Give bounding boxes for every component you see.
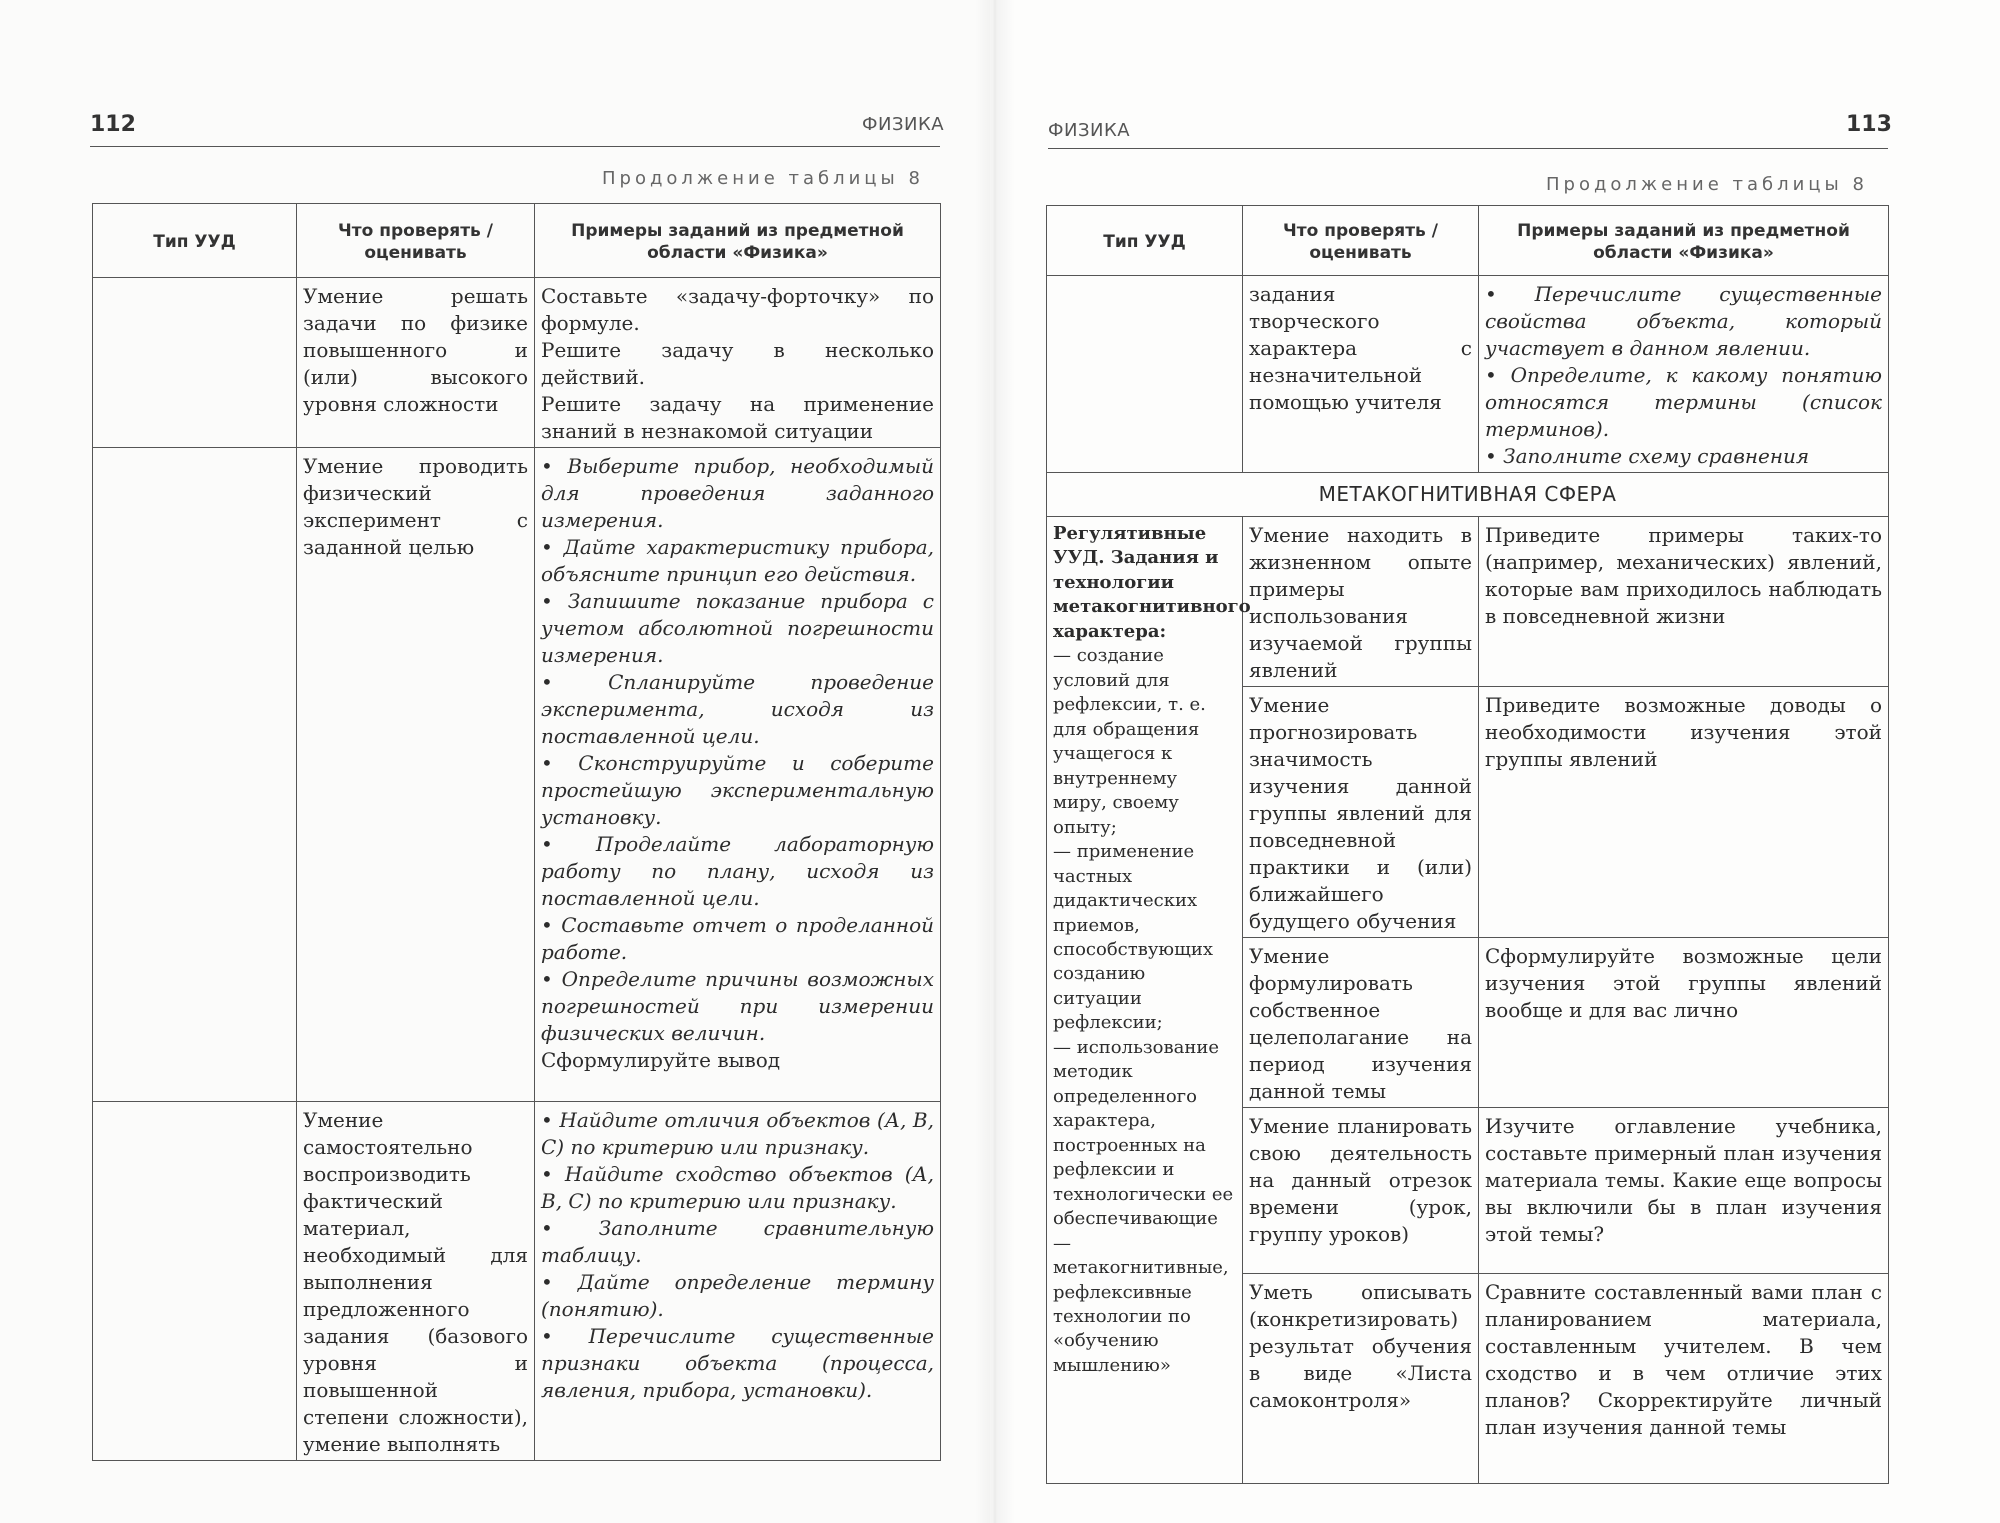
left-table-row (93, 278, 941, 448)
left-page-number: 112 (90, 112, 136, 137)
right-row4-check: Умение планировать свою деятельность на данный отрезок времени (урок, группу уроков) (1243, 1108, 1479, 1274)
right-running-title: ФИЗИКА (1048, 120, 1131, 141)
example-line: • Дайте характеристику прибора, объясните принцип его действия. (541, 535, 934, 586)
left-row2-check: Умение проводить физический эксперимент с заданной целью (297, 448, 535, 1102)
right-row2-example: Приведите возможные доводы о необходимости изучения этой группы явлений (1479, 687, 1889, 938)
example-line: • Заполните сравнительную таблицу. (541, 1216, 934, 1267)
left-row1-type (93, 278, 297, 448)
example-line: • Заполните схему сравнения (1485, 444, 1810, 468)
right-table-header-row (1047, 206, 1889, 276)
right-row1-example: Приведите примеры таких-то (например, механических) явлений, которые вам приходилось наблюдать в повседневной жизни (1479, 517, 1889, 687)
left-row2-examples (535, 448, 941, 1102)
left-row1-check: Умение решать задачи по физике повышенного и (или) высокого уровня сложности (297, 278, 535, 448)
right-header-examples: Примеры заданий из предметной области «Физика» (1479, 206, 1889, 276)
left-row2-type (93, 448, 297, 1102)
example-line: Решите задачу на применение знаний в незнакомой ситуации (541, 392, 934, 443)
left-header-rule (90, 146, 940, 147)
left-running-title: ФИЗИКА (862, 114, 945, 135)
right-row3-example: Сформулируйте возможные цели изучения этой группы явлений вообще и для вас лично (1479, 938, 1889, 1108)
regulative-item: — создание условий для рефлексии, т. е. для обращения учащегося к внутреннему миру, своему опыту; (1053, 645, 1206, 838)
left-table-row (93, 448, 941, 1102)
example-line: • Перечислите существенные признаки объекта (процесса, явления, прибора, установки). (541, 1324, 934, 1402)
example-line: • Дайте определение термину (понятию). (541, 1270, 934, 1321)
left-table-row (93, 1102, 941, 1461)
left-header-check: Что проверять / оценивать (297, 204, 535, 278)
right-table (1046, 205, 1889, 1484)
right-header-rule (1048, 148, 1888, 149)
right-row0-check: задания творческого характера с незначительной помощью учителя (1243, 276, 1479, 473)
right-header-check: Что проверять / оценивать (1243, 206, 1479, 276)
example-line: • Сконструируйте и соберите простейшую экспериментальную установку. (541, 751, 934, 829)
left-row3-check: Умение самостоятельно воспроизводить фактический материал, необходимый для выполнения предложенного задания (базового уровня и повышенной степени сложности), умение выполнять (297, 1102, 535, 1461)
example-line: • Определите причины возможных погрешностей при измерении физических величин. (541, 967, 934, 1045)
example-line: • Составьте отчет о проделанной работе. (541, 913, 934, 964)
left-header-type: Тип УУД (93, 204, 297, 278)
example-line: Сформулируйте вывод (541, 1048, 781, 1072)
book-gutter (975, 0, 1015, 1523)
right-row0-examples (1479, 276, 1889, 473)
regulative-type-cell (1047, 517, 1251, 1484)
example-line: • Запишите показание прибора с учетом абсолютной погрешности измерения. (541, 589, 934, 667)
left-row1-examples (535, 278, 941, 448)
left-header-examples: Примеры заданий из предметной области «Физика» (535, 204, 941, 278)
right-row5-example: Сравните составленный вами план с планированием материала, составленным учителем. В чем сходство и в чем отличие этих планов? Скорректируйте личный план изучения данной темы (1479, 1274, 1889, 1484)
example-line: • Проделайте лабораторную работу по плану, исходя из поставленной цели. (541, 832, 934, 910)
right-row3-check: Умение формулировать собственное целеполагание на период изучения данной темы (1243, 938, 1479, 1108)
example-line: • Определите, к какому понятию относятся термины (список терминов). (1485, 363, 1882, 441)
right-row1-check: Умение находить в жизненном опыте примеры использования изучаемой группы явлений (1243, 517, 1479, 687)
example-line: • Найдите сходство объектов (А, В, С) по критерию или признаку. (541, 1162, 934, 1213)
left-table-header-row (93, 204, 941, 278)
regulative-item: — использование методик определенного характера, построенных на рефлексии и технологически ее обеспечивающие — метакогнитивные, рефлексивные технологии по «обучению мышлению» (1053, 1036, 1234, 1376)
right-table-row (1047, 276, 1889, 473)
right-continued-label: Продолжение таблицы 8 (1546, 174, 1868, 195)
example-line: Решите задачу в несколько действий. (541, 338, 934, 389)
right-row4-example: Изучите оглавление учебника, составьте примерный план изучения материала темы. Какие еще вопросы вы включили бы в план изучения этой темы? (1479, 1108, 1889, 1274)
regulative-heading: Регулятивные УУД. Задания и технологии метакогнитивного характера: (1053, 523, 1251, 642)
example-line: Составьте «задачу-форточку» по формуле. (541, 284, 934, 335)
left-table (92, 203, 941, 1461)
right-header-type: Тип УУД (1047, 206, 1243, 276)
right-row5-check: Уметь описывать (конкретизировать) результат обучения в виде «Листа самоконтроля» (1243, 1274, 1479, 1484)
left-row3-examples (535, 1102, 941, 1461)
example-line: • Перечислите существенные свойства объекта, который участвует в данном явлении. (1485, 282, 1882, 360)
section-title: МЕТАКОГНИТИВНАЯ СФЕРА (1047, 473, 1889, 517)
right-page-number: 113 (1846, 112, 1892, 137)
regulative-item: — применение частных дидактических приемов, способствующих созданию ситуации рефлексии; (1053, 841, 1213, 1034)
left-continued-label: Продолжение таблицы 8 (602, 168, 924, 189)
right-table-row (1047, 517, 1889, 687)
section-row (1047, 473, 1889, 517)
example-line: • Спланируйте проведение эксперимента, исходя из поставленной цели. (541, 670, 934, 748)
example-line: • Выберите прибор, необходимый для проведения заданного измерения. (541, 454, 934, 532)
left-row3-type (93, 1102, 297, 1461)
example-line: • Найдите отличия объектов (А, В, С) по критерию или признаку. (541, 1108, 934, 1159)
right-row0-type (1047, 276, 1243, 473)
right-row2-check: Умение прогнозировать значимость изучения данной группы явлений для повседневной практики и (или) ближайшего будущего обучения (1243, 687, 1479, 938)
